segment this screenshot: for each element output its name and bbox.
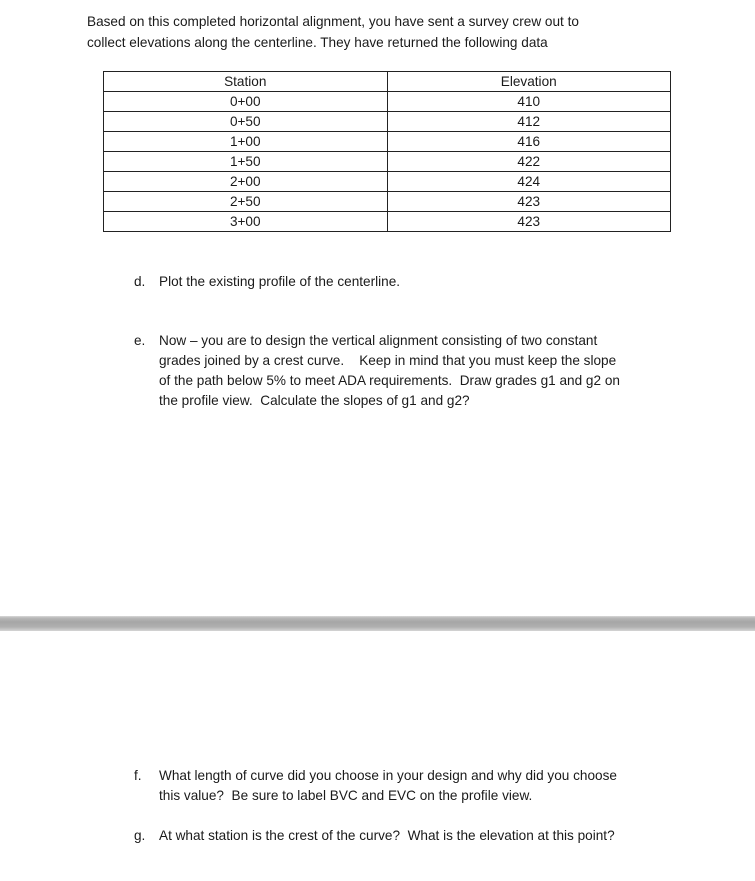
station-cell: 1+00 <box>104 132 388 152</box>
station-cell: 0+50 <box>104 112 388 132</box>
table-row <box>104 132 671 152</box>
question-line: of the path below 5% to meet ADA requirements. Draw grades g1 and g2 on <box>159 373 620 388</box>
elevation-cell: 423 <box>387 192 671 212</box>
station-cell: 2+00 <box>104 172 388 192</box>
question-line: Now – you are to design the vertical alignment consisting of two constant <box>159 333 598 348</box>
question-letter: f. <box>134 768 142 783</box>
table-row <box>104 112 671 132</box>
question-letter: g. <box>134 828 146 843</box>
elevation-cell: 422 <box>387 152 671 172</box>
station-cell: 1+50 <box>104 152 388 172</box>
table-row <box>104 172 671 192</box>
question-line: Plot the existing profile of the centerline. <box>159 274 401 289</box>
question-letter: e. <box>134 333 146 348</box>
column-header-elevation: Elevation <box>387 72 671 92</box>
question-g <box>134 826 674 846</box>
station-cell: 3+00 <box>104 212 388 232</box>
elevation-cell: 416 <box>387 132 671 152</box>
table-row <box>104 192 671 212</box>
table-row <box>104 212 671 232</box>
column-header-station: Station <box>104 72 388 92</box>
table-row <box>104 92 671 112</box>
question-f <box>134 766 674 806</box>
elevation-cell: 412 <box>387 112 671 132</box>
intro-paragraph <box>87 11 687 53</box>
question-text <box>159 272 674 292</box>
question-line: this value? Be sure to label BVC and EVC on the profile view. <box>159 788 533 803</box>
question-text <box>159 826 674 846</box>
elevation-cell: 410 <box>387 92 671 112</box>
elevation-cell: 423 <box>387 212 671 232</box>
page-2 <box>0 631 755 881</box>
question-line: the profile view. Calculate the slopes of g1 and g2? <box>159 393 470 408</box>
station-cell: 2+50 <box>104 192 388 212</box>
question-text <box>159 766 674 806</box>
intro-line: collect elevations along the centerline. They have returned the following data <box>87 35 548 50</box>
question-text <box>159 331 674 411</box>
question-letter: d. <box>134 274 146 289</box>
elevation-cell: 424 <box>387 172 671 192</box>
station-cell: 0+00 <box>104 92 388 112</box>
question-line: grades joined by a crest curve. Keep in mind that you must keep the slope <box>159 353 617 368</box>
intro-line: Based on this completed horizontal alignment, you have sent a survey crew out to <box>87 14 579 29</box>
elevation-table <box>103 71 671 232</box>
question-line: What length of curve did you choose in your design and why did you choose <box>159 768 617 783</box>
table-header-row <box>104 72 671 92</box>
page-separator <box>0 616 755 631</box>
question-e <box>134 331 674 411</box>
question-d <box>134 272 674 292</box>
question-line: At what station is the crest of the curve? What is the elevation at this point? <box>159 828 615 843</box>
table-row <box>104 152 671 172</box>
